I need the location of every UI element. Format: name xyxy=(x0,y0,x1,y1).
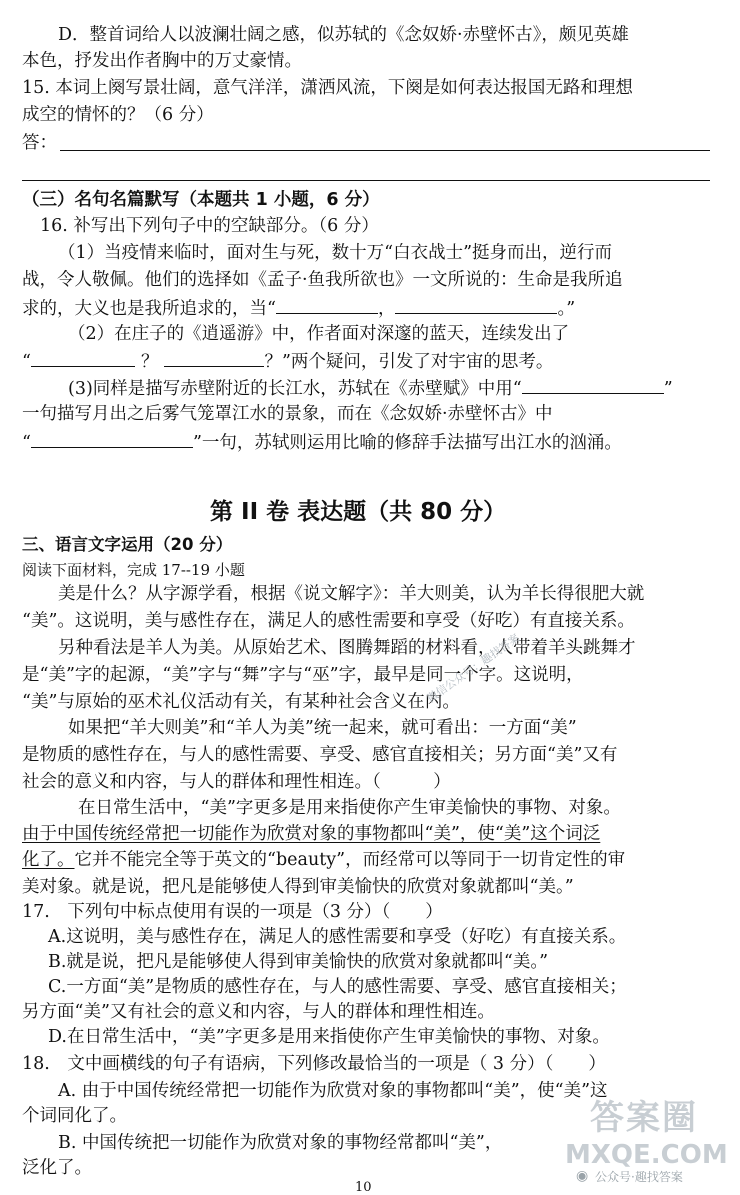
blank-5[interactable] xyxy=(522,375,664,394)
watermark-logo: 答案圈 xyxy=(590,1098,698,1138)
blank-4[interactable] xyxy=(164,348,264,367)
question-18: 18. 文中画横线的句子有语病，下列修改最恰当的一项是（ 3 分）（ ） xyxy=(22,1054,606,1074)
q16-comma: ， xyxy=(377,299,396,319)
passage-line-11-rest: 它并不能完全等于英文的“beauty”，而经常可以等同于一切肯定性的审 xyxy=(74,850,626,870)
q16-part2-text: ？”两个疑问，引发了对宇宙的思考。 xyxy=(264,352,554,372)
q18-option-b-line1: B. 中国传统把一切能作为欣赏对象的事物经常都叫“美”， xyxy=(58,1133,503,1153)
volume-2-title: 第 II 卷 表达题（共 80 分） xyxy=(210,499,507,525)
q17-option-d: D.在日常生活中，“美”字更多是用来指使你产生审美愉快的事物、对象。 xyxy=(48,1027,610,1047)
q16-part3-line2: 一句描写月出之后雾气笼罩江水的景象，而在《念奴娇·赤壁怀古》中 xyxy=(22,404,553,424)
watermark-wechat: 公众号·趣找答案 xyxy=(595,1170,683,1184)
q16-part1-line3 xyxy=(22,295,575,321)
option-d-line1: D．整首词给人以波澜壮阔之感，似苏轼的《念奴娇·赤壁怀古》，颇见英雄 xyxy=(58,25,629,45)
blank-2[interactable] xyxy=(395,295,557,314)
question-15-line1: 15. 本词上阕写景壮阔，意气洋洋，潇洒风流，下阕是如何表达报国无路和理想 xyxy=(22,78,633,98)
passage-line-6: 如果把“羊大则美”和“羊人为美”统一起来，就可看出：一方面“美” xyxy=(68,718,577,738)
answer-line-1 xyxy=(60,150,710,151)
blank-3[interactable] xyxy=(31,348,135,367)
q18-option-a-line1: A. 由于中国传统经常把一切能作为欣赏对象的事物都叫“美”，使“美”这 xyxy=(58,1081,608,1101)
passage-line-9: 在日常生活中，“美”字更多是用来指使你产生审美愉快的事物、对象。 xyxy=(78,798,621,818)
wechat-icon: ◉ xyxy=(576,1168,589,1184)
q16-part2-line2 xyxy=(22,348,553,374)
q16-part3-open: “ xyxy=(22,433,31,453)
q16-close: 。” xyxy=(557,299,576,319)
option-d-line2: 本色，抒发出作者胸中的万丈豪情。 xyxy=(22,51,302,71)
blank-6[interactable] xyxy=(31,429,193,448)
q16-part3-close: ” xyxy=(663,379,673,399)
reading-instruction: 阅读下面材料，完成 17--19 小题 xyxy=(22,561,245,579)
passage-line-11 xyxy=(22,848,625,872)
q18-option-a-line2: 个词同化了。 xyxy=(22,1106,127,1126)
passage-line-7: 是物质的感性存在，与人的感性需要、享受、感官直接相关；另方面“美”又有 xyxy=(22,745,618,765)
passage-line-1: 美是什么？从字源学看，根据《说文解字》：羊大则美，认为羊长得很肥大就 xyxy=(58,584,645,604)
q16-part3-text: (3)同样是描写赤壁附近的长江水，苏轼在《赤壁赋》中用“ xyxy=(68,379,522,399)
underlined-sentence-line1: 由于中国传统经常把一切能作为欣赏对象的事物都叫“美”，使“美”这个词泛 xyxy=(22,824,601,844)
question-16: 16. 补写出下列句子中的空缺部分。（6 分） xyxy=(40,216,379,236)
q16-part1-line1: （1）当疫情来临时，面对生与死，数十万“白衣战士”挺身而出，逆行而 xyxy=(58,243,613,263)
page-number: 10 xyxy=(355,1180,372,1195)
q16-part1-line2: 战，令人敬佩。他们的选择如《孟子·鱼我所欲也》一文所说的：生命是我所追 xyxy=(22,270,623,290)
watermark-stamp: 微信公众号：趣找答案 xyxy=(424,631,523,706)
q18-option-b-line2: 泛化了。 xyxy=(22,1158,92,1178)
passage-line-12: 美对象。就是说，把凡是能够使人得到审美愉快的欣赏对象就都叫“美。” xyxy=(22,877,574,897)
passage-line-2: “美”。这说明，美与感性存在，满足人的感性需要和享受（好吃）有直接关系。 xyxy=(22,611,635,631)
q16-question-mark: ？ xyxy=(140,352,159,372)
q17-option-b: B.就是说，把凡是能够使人得到审美愉快的欣赏对象就都叫“美。” xyxy=(48,952,549,972)
q16-part3-line1 xyxy=(68,375,673,401)
underlined-sentence-line2: 化了。 xyxy=(22,850,75,870)
q16-part1-text: 求的，大义也是我所追求的，当“ xyxy=(22,299,276,319)
q17-option-a: A.这说明，美与感性存在，满足人的感性需要和享受（好吃）有直接关系。 xyxy=(48,927,627,947)
section-language-heading: 三、语言文字运用（20 分） xyxy=(22,535,233,554)
passage-line-5: “美”与原始的巫术礼仪活动有关，有某种社会含义在内。 xyxy=(22,692,460,712)
answer-label: 答： xyxy=(22,133,57,153)
question-17: 17. 下列句中标点使用有误的一项是（3 分）（ ） xyxy=(22,902,443,922)
answer-line-2 xyxy=(22,180,710,181)
passage-line-8: 社会的意义和内容，与人的群体和理性相连。（ ） xyxy=(22,772,451,792)
passage-line-3: 另种看法是羊人为美。从原始艺术、图腾舞蹈的材料看，人带着羊头跳舞才 xyxy=(58,638,636,658)
q16-part3-line3 xyxy=(22,429,622,455)
blank-1[interactable] xyxy=(276,295,378,314)
section-3-heading: （三）名句名篇默写（本题共 1 小题，6 分） xyxy=(22,190,380,210)
q16-part3-tail: ”一句，苏轼则运用比喻的修辞手法描写出江水的汹涌。 xyxy=(192,433,622,453)
watermark-site: MXQE.COM xyxy=(565,1140,728,1170)
q16-part2-open: “ xyxy=(22,352,31,372)
passage-line-4: 是“美”字的起源，“美”字与“舞”字与“巫”字，最早是同一个字。这说明， xyxy=(22,665,584,685)
question-15-line2: 成空的情怀的？（6 分） xyxy=(22,105,214,125)
q17-option-c-line2: 另方面“美”又有社会的意义和内容，与人的群体和理性相连。 xyxy=(22,1002,495,1022)
q17-option-c-line1: C.一方面“美”是物质的感性存在，与人的感性需要、享受、感官直接相关； xyxy=(48,977,627,997)
q16-part2-line1: （2）在庄子的《逍遥游》中，作者面对深邃的蓝天，连续发出了 xyxy=(68,324,570,344)
